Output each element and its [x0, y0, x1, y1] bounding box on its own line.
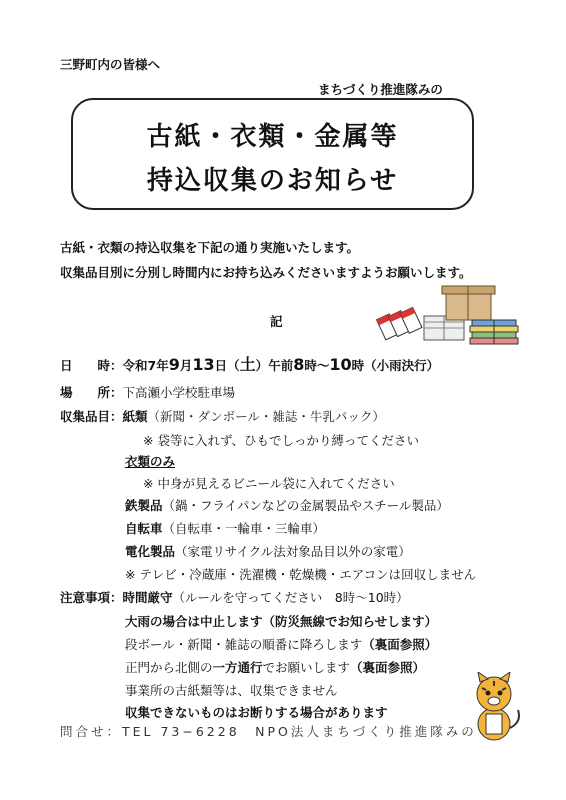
item-elec-detail: （家電リサイクル法対象品目以外の家電）: [175, 544, 411, 559]
note-oneway-ref: （裏面参照）: [350, 660, 426, 675]
note-oneway-post: でお願いします: [262, 660, 351, 675]
ki-mark: 記: [270, 314, 283, 329]
date-label: 日 時：: [60, 358, 123, 373]
date-note: （小雨決行）: [364, 358, 440, 373]
item-elec-name: 電化製品: [125, 544, 176, 559]
note-order-text: 段ボール・新聞・雑誌の順番に降ろします: [125, 637, 363, 652]
date-hour-sep: 時〜: [304, 358, 330, 373]
place-row: [60, 383, 235, 401]
place-value: 下高瀬小学校駐車場: [122, 385, 236, 400]
item-clothes-name: 衣類のみ: [125, 454, 176, 469]
item-bike-detail: （自転車・一輪車・三輪車）: [162, 521, 326, 536]
item-elec-row: [125, 542, 411, 560]
date-month-unit: 月: [179, 358, 193, 373]
event-date-row: [60, 352, 439, 375]
item-elec-note: ※ テレビ・冷蔵庫・洗濯機・乾燥機・エアコンは回収しません: [125, 567, 477, 582]
intro-line1: 古紙・衣類の持込収集を下記の通り実施いたします。: [60, 240, 360, 255]
date-weekday: 土: [239, 355, 256, 374]
note-refuse: 収集できないものはお断りする場合があります: [125, 705, 388, 720]
date-day: 13: [192, 355, 215, 374]
item-bike-row: [125, 519, 325, 537]
item-bike-name: 自転車: [125, 521, 163, 536]
date-am: 午前: [268, 358, 294, 373]
item-metal-row: [125, 496, 449, 514]
note-order-ref: （裏面参照）: [362, 637, 438, 652]
note-oneway-bold: 一方通行: [212, 660, 263, 675]
item-metal-detail: （鍋・フライパンなどの金属製品やスチール製品）: [162, 498, 449, 513]
note-oneway-pre: 正門から北側の: [125, 660, 213, 675]
title-box: [71, 98, 474, 210]
items-row: [60, 407, 385, 425]
item-paper-name: 紙類: [122, 409, 148, 424]
notes-label: 注意事項：: [60, 590, 123, 605]
item-clothes-note: ※ 中身が見えるビニール袋に入れてください: [143, 476, 395, 491]
place-label: 場 所：: [60, 385, 123, 400]
note-order-row: [125, 635, 437, 653]
note-time-detail: （ルールを守ってください 8時〜10時）: [172, 590, 409, 605]
intro-line2: 収集品目別に分別し時間内にお持ち込みくださいますようお願いします。: [60, 265, 472, 280]
note-rain: 大雨の場合は中止します（防災無線でお知らせします）: [125, 614, 438, 629]
date-start-hour: 8: [293, 355, 305, 374]
recycling-bundles-illustration: [376, 280, 526, 352]
date-close: ）: [255, 358, 269, 373]
contact-info: 問合せ：TEL 73−6228 NPO法人まちづくり推進隊みの: [60, 724, 477, 739]
date-prefix: 令和7年: [122, 358, 169, 373]
item-paper-note: ※ 袋等に入れず、ひもでしっかり縛ってください: [143, 433, 419, 448]
items-label: 収集品目：: [60, 409, 123, 424]
date-day-unit: 日（: [214, 358, 240, 373]
notes-row: [60, 588, 409, 606]
note-oneway-row: [125, 658, 425, 676]
title-line1: 古紙・衣類・金属等: [146, 122, 399, 152]
title-line2: 持込収集のお知らせ: [146, 166, 399, 196]
note-time-name: 時間厳守: [122, 590, 173, 605]
sender: まちづくり推進隊みの: [318, 82, 443, 97]
date-end-hour: 10: [329, 355, 352, 374]
date-hour-unit: 時: [351, 358, 365, 373]
note-office: 事業所の古紙類等は、収集できません: [125, 683, 338, 698]
greeting: 三野町内の皆様へ: [60, 57, 161, 72]
item-metal-name: 鉄製品: [125, 498, 163, 513]
item-paper-detail: （新聞・ダンボール・雑誌・牛乳パック）: [147, 409, 385, 424]
date-month: 9: [168, 355, 180, 374]
